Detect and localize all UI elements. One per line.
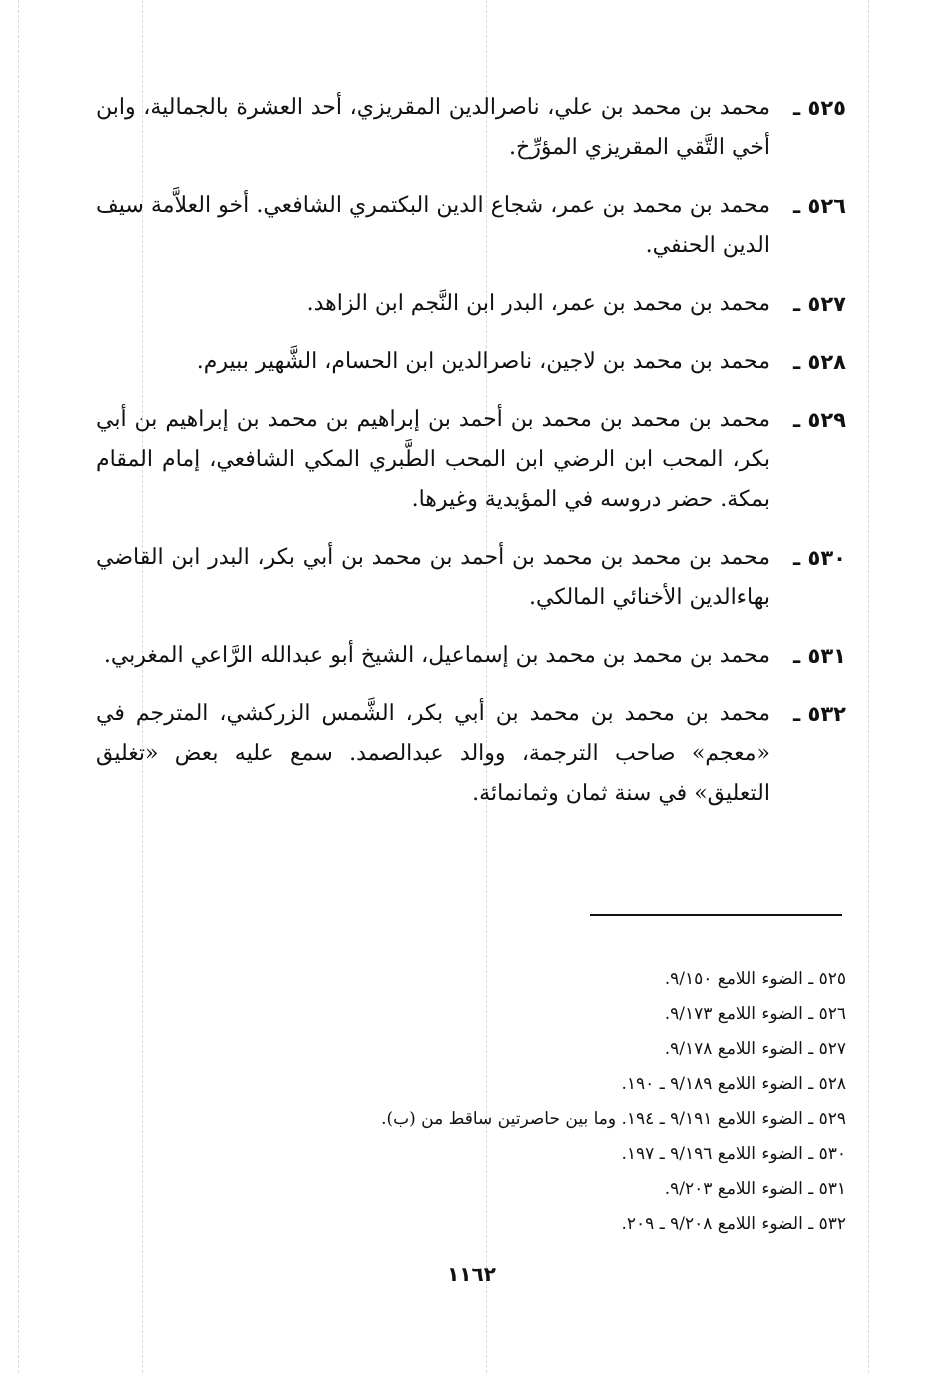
entry-532: [96, 694, 846, 814]
entry-text: محمد بن محمد بن محمد بن أبي بكر، الشَّمس الزركشي، المترجم في «معجم» صاحب الترجمة، ووالد عبدالصمد. سمع عليه بعض «تغليق التعليق» في سنة ثمان وثمانمائة.: [96, 701, 770, 806]
entry-number: ٥٢٦ ـ: [793, 194, 846, 218]
entry-number: ٥٣٠ ـ: [793, 546, 846, 570]
footnote: ٥٢٦ ـ الضوء اللامع ٩/١٧٣.: [664, 1004, 846, 1024]
page-number: ١١٦٢: [447, 1262, 496, 1286]
footnote: ٥٢٨ ـ الضوء اللامع ٩/١٨٩ ـ ١٩٠.: [621, 1074, 846, 1094]
entry-527: [96, 284, 846, 324]
entry-text: محمد بن محمد بن عمر، البدر ابن النَّجم ابن الزاهد.: [306, 291, 770, 316]
entry-number: ٥٢٥ ـ: [793, 96, 846, 120]
entry-525: [96, 88, 846, 168]
footnote: ٥٣١ ـ الضوء اللامع ٩/٢٠٣.: [664, 1179, 846, 1199]
footnote: ٥٣٠ ـ الضوء اللامع ٩/١٩٦ ـ ١٩٧.: [621, 1144, 846, 1164]
footnote: ٥٢٧ ـ الضوء اللامع ٩/١٧٨.: [664, 1039, 846, 1059]
entry-531: [96, 636, 846, 676]
entry-number: ٥٣١ ـ: [793, 644, 846, 668]
entry-526: [96, 186, 846, 266]
entry-text: محمد بن محمد بن محمد بن أحمد بن إبراهيم بن محمد بن إبراهيم بن أبي بكر، المحب ابن الرضي ابن المحب الطَّبري المكي الشافعي، إمام المقام بمكة. حضر دروسه في المؤيدية وغيرها.: [96, 407, 770, 512]
entry-number: ٥٢٨ ـ: [793, 350, 846, 374]
biography-entries: [96, 88, 846, 832]
scan-artifact-line: [868, 0, 869, 1373]
footnote: ٥٢٥ ـ الضوء اللامع ٩/١٥٠.: [664, 969, 846, 989]
entry-text: محمد بن محمد بن محمد بن إسماعيل، الشيخ أبو عبدالله الرَّاعي المغربي.: [103, 643, 770, 668]
entry-text: محمد بن محمد بن لاجين، ناصرالدين ابن الحسام، الشَّهير ببيرم.: [196, 349, 770, 374]
scan-artifact-line: [18, 0, 19, 1373]
footnote: ٥٣٢ ـ الضوء اللامع ٩/٢٠٨ ـ ٢٠٩.: [621, 1214, 846, 1234]
entry-text: محمد بن محمد بن عمر، شجاع الدين البكتمري الشافعي. أخو العلاَّمة سيف الدين الحنفي.: [96, 193, 770, 258]
entry-530: [96, 538, 846, 618]
entry-number: ٥٢٧ ـ: [793, 292, 846, 316]
entry-529: [96, 400, 846, 520]
entry-number: ٥٢٩ ـ: [793, 408, 846, 432]
entry-text: محمد بن محمد بن علي، ناصرالدين المقريزي، أحد العشرة بالجمالية، وابن أخي التَّقي المقريزي المؤرِّخ.: [96, 95, 770, 160]
footnotes: [96, 962, 846, 1242]
entry-528: [96, 342, 846, 382]
entry-number: ٥٣٢ ـ: [793, 702, 846, 726]
entry-text: محمد بن محمد بن محمد بن أحمد بن محمد بن أبي بكر، البدر ابن القاضي بهاءالدين الأخنائي المالكي.: [96, 545, 770, 610]
footnote: ٥٢٩ ـ الضوء اللامع ٩/١٩١ ـ ١٩٤. وما بين حاصرتين ساقط من (ب).: [381, 1109, 846, 1129]
footnote-separator: [590, 914, 842, 916]
